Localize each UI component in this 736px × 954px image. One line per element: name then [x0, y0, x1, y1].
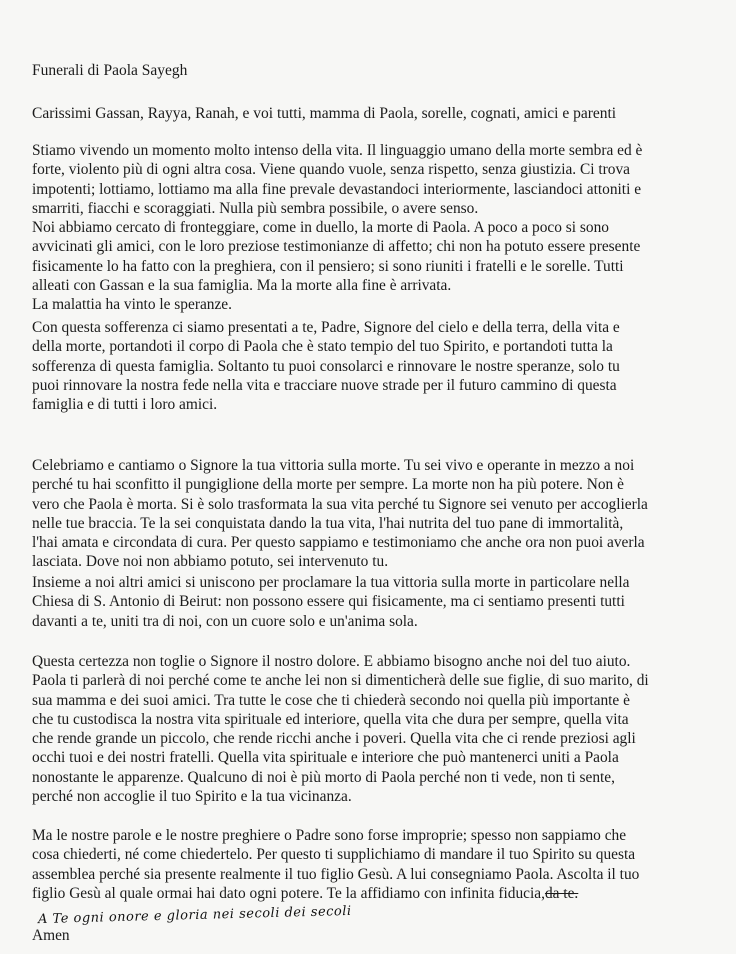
- text-line: lasciata. Dove noi non abbiamo potuto, sei intervenuto tu.: [32, 553, 389, 571]
- text-line: davanti a te, uniti tra di noi, con un cuore solo e un'anima sola.: [32, 612, 418, 630]
- text-line: Questa certezza non toglie o Signore il nostro dolore. E abbiamo bisogno anche noi del tuo aiuto.: [32, 653, 631, 670]
- text-line: nonostante le apparenze. Qualcuno di noi è più morto di Paola perché non ti vede, non ti sente,: [32, 768, 615, 786]
- text-line: avvicinati gli amici, con le loro preziose testimonianze di affetto; chi non ha potuto essere presente: [32, 238, 641, 256]
- text-line: cosa chiederti, né come chiedertelo. Per questo ti supplichiamo di mandare il tuo Spirito su questa: [32, 846, 636, 864]
- struck-text: da te.: [544, 884, 579, 902]
- text-line: smarriti, fiacchi e scoraggiati. Nulla più sembra possibile, o avere senso.: [32, 199, 479, 217]
- paragraph-1: [32, 141, 706, 315]
- paragraph-4: [32, 573, 706, 631]
- paragraph-3: [32, 456, 706, 572]
- document-title: Funerali di Paola Sayegh: [32, 62, 188, 79]
- text-line: occhi tuoi e dei nostri fratelli. Quella vita spirituale e interiore che può mantenerci uniti a Paola: [32, 749, 619, 767]
- text-line: sofferenza di questa famiglia. Soltanto tu puoi consolarci e rinnovare le nostre speranze, solo tu: [32, 357, 620, 375]
- text-line: famiglia e di tutti i loro amici.: [32, 396, 218, 414]
- text-line: sua mamma e dei suoi amici. Tra tutte le cose che ti chiederà secondo noi quella più importante è: [32, 691, 630, 709]
- text-line: Noi abbiamo cercato di fronteggiare, come in duello, la morte di Paola. A poco a poco si sono: [32, 219, 609, 237]
- text-line: della morte, portandoti il corpo di Paola che è stato tempio del tuo Spirito, e portandoti tutta la: [32, 338, 613, 356]
- text-line: Con questa sofferenza ci siamo presentati a te, Padre, Signore del cielo e della terra, della vita e: [32, 319, 620, 336]
- text-line: Stiamo vivendo un momento molto intenso della vita. Il linguaggio umano della morte sembra ed è: [32, 142, 643, 159]
- greeting-line: Carissimi Gassan, Rayya, Ranah, e voi tutti, mamma di Paola, sorelle, cognati, amici e parenti: [32, 105, 617, 122]
- text-line: La malattia ha vinto le speranze.: [32, 296, 232, 314]
- text-line: l'hai amata e circondata di cura. Per questo sappiamo e testimoniamo che anche ora non puoi averla: [32, 534, 645, 552]
- text-line: che rende grande un piccolo, che rende ricchi anche i poveri. Quella vita che ci rende preziosi agli: [32, 730, 636, 748]
- text-line: Ma le nostre parole e le nostre preghiere o Padre sono forse improprie; spesso non sappiamo che: [32, 827, 627, 844]
- paragraph-5: [32, 652, 706, 806]
- text-line: che tu custodisca la nostra vita spirituale ed interiore, quella vita che dura per sempre, quella vita: [32, 710, 629, 728]
- paragraph-6: [32, 826, 706, 903]
- last-line-text: figlio Gesù al quale ormai hai dato ogni potere. Te la affidiamo con infinita fiducia,: [32, 884, 545, 902]
- text-line: Paola ti parlerà di noi perché come te anche lei non si dimenticherà delle sue figlie, di suo marito, di: [32, 672, 649, 690]
- text-line: Insieme a noi altri amici si uniscono per proclamare la tua vittoria sulla morte in particolare nella: [32, 574, 630, 591]
- text-line: perché tu hai sconfitto il pungiglione della morte per sempre. La morte non ha più potere. Non è: [32, 476, 624, 494]
- text-line: Celebriamo e cantiamo o Signore la tua vittoria sulla morte. Tu sei vivo e operante in mezzo a noi: [32, 457, 635, 474]
- text-line: fisicamente lo ha fatto con la preghiera, con il pensiero; si sono riuniti i fratelli e le sorelle. Tutti: [32, 257, 624, 275]
- text-line: vero che Paola è morta. Si è solo trasformata la sua vita perché tu Signore sei venuto per accoglierla: [32, 495, 648, 513]
- text-line-last: [32, 884, 706, 903]
- text-line: perché non accoglie il tuo Spirito e la tua vicinanza.: [32, 788, 352, 806]
- text-line: forte, violento più di ogni altra cosa. Viene quando vuole, senza rispetto, senza giustizia. Ci trova: [32, 161, 631, 179]
- paragraph-2: [32, 318, 706, 414]
- text-line: impotenti; lottiamo, lottiamo ma alla fine prevale devastandoci interiormente, lasciandoci attoniti e: [32, 180, 642, 198]
- text-line: puoi rinnovare la nostra fede nella vita e tracciare nuove strade per il futuro cammino di questa: [32, 376, 617, 394]
- text-line: Chiesa di S. Antonio di Beirut: non possono essere qui fisicamente, ma ci sentiamo presenti tutti: [32, 593, 625, 611]
- closing-amen: Amen: [32, 927, 70, 944]
- text-line: nelle tue braccia. Te la sei conquistata dando la tua vita, l'hai nutrita del tuo pane di immortalità,: [32, 514, 624, 532]
- handwritten-note: A Te ogni onore e gloria nei secoli dei secoli: [37, 903, 352, 928]
- text-line: assemblea perché sia presente realmente il tuo figlio Gesù. A lui consegniamo Paola. Ascolta il tuo: [32, 865, 640, 883]
- text-line: alleati con Gassan e la sua famiglia. Ma la morte alla fine è arrivata.: [32, 277, 452, 295]
